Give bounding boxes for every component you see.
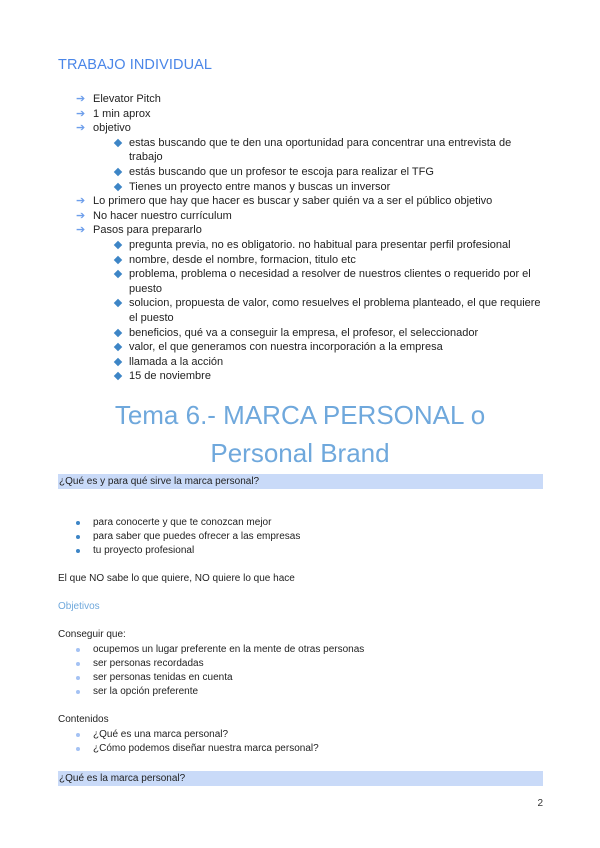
main-title [0,396,600,472]
arrow-right-icon: ➔ [76,209,86,222]
outline-item: ➔ Lo primero que hay que hacer es buscar y saber quién va a ser el público objetivo [76,195,493,208]
list-item: para conocerte y que te conozcan mejor [76,516,300,530]
section-band-1: ¿Qué es y para qué sirve la marca personal? [58,474,543,489]
bullet-dot-icon [76,676,80,680]
diamond-bullet-icon [114,270,122,278]
arrow-right-icon: ➔ [76,93,86,105]
contents-list [76,728,319,756]
list-item: ser la opción preferente [76,685,364,699]
sub-item: estás buscando que un profesor te escoja para realizar el TFG [93,165,546,180]
bullet-dot-icon [76,521,80,525]
bullet-dot-icon [76,733,80,737]
outline-item: ➔ 1 min aprox [76,107,151,120]
sub-item: nombre, desde el nombre, formacion, titulo etc [93,253,546,268]
achieve-label: Conseguir que: [58,629,126,640]
sub-item: valor, el que generamos con nuestra incorporación a la empresa [93,340,546,355]
bullet-dot-icon [76,662,80,666]
list-item: ser personas recordadas [76,657,364,671]
quote-text: El que NO sabe lo que quiere, NO quiere lo que hace [58,573,295,584]
sub-item: problema, problema o necesidad a resolver de nuestros clientes o requerido por el puesto [93,267,546,296]
bullet-dot-icon [76,690,80,694]
arrow-right-icon: ➔ [76,107,86,120]
outline-item: ➔ Pasos para prepararlo pregunta previa, no es obligatorio. no habitual para presentar perfil profesional nombre, desde el nombre, formacion, titulo etc problema, problema o necesidad a resolver de nuestros clientes o requerido por el puesto solucion, propuesta de valor, como resuelves el problema planteado, el que requiere el puesto beneficios, qué va a conseguir la empresa, el profesor, el seleccionador valor, el que generamos con nuestra incorporación a la empresa llamada a la acción 15 de noviembre [76,223,546,384]
list-item: ¿Qué es una marca personal? [76,728,319,742]
diamond-bullet-icon [114,372,122,380]
sub-item: estas buscando que te den una oportunidad para concentrar una entrevista de trabajo [93,136,546,165]
sub-item: Tienes un proyecto entre manos y buscas un inversor [93,180,546,195]
purposes-list [76,516,300,558]
list-item: ser personas tenidas en cuenta [76,671,364,685]
main-title-line2: Personal Brand [210,438,390,468]
arrow-right-icon: ➔ [76,195,86,208]
diamond-bullet-icon [114,343,122,351]
arrow-right-icon: ➔ [76,122,86,135]
diamond-bullet-icon [114,328,122,336]
list-item: ocupemos un lugar preferente en la mente de otras personas [76,643,364,657]
objectives-heading: Objetivos [58,601,100,612]
diamond-bullet-icon [114,139,122,147]
section-title: TRABAJO INDIVIDUAL [58,57,213,73]
bullet-dot-icon [76,535,80,539]
bullet-dot-icon [76,747,80,751]
sub-item: solucion, propuesta de valor, como resuelves el problema planteado, el que requiere el puesto [93,296,546,325]
bullet-dot-icon [76,648,80,652]
sub-list [93,136,546,194]
outline-item: ➔ objetivo estas buscando que te den una oportunidad para concentrar una entrevista de trabajo estás buscando que un profesor te escoja para realizar el TFG Tienes un proyecto entre manos y buscas un inversor [76,121,546,194]
sub-item: 15 de noviembre [93,369,546,384]
sub-item: llamada a la acción [93,355,546,370]
diamond-bullet-icon [114,241,122,249]
diamond-bullet-icon [114,357,122,365]
list-item: tu proyecto profesional [76,544,300,558]
list-item: para saber que puedes ofrecer a las empresas [76,530,300,544]
list-item: ¿Cómo podemos diseñar nuestra marca personal? [76,742,319,756]
diamond-bullet-icon [114,255,122,263]
sub-list [93,238,546,384]
outline-list [76,92,546,384]
sub-item: beneficios, qué va a conseguir la empresa, el profesor, el seleccionador [93,326,546,341]
main-title-line1: Tema 6.- MARCA PERSONAL o [114,400,486,430]
sub-item: pregunta previa, no es obligatorio. no habitual para presentar perfil profesional [93,238,546,253]
diamond-bullet-icon [114,168,122,176]
section-band-2: ¿Qué es la marca personal? [58,771,543,786]
arrow-right-icon: ➔ [76,224,86,237]
contents-label: Contenidos [58,714,109,725]
outline-item: ➔ Elevator Pitch [76,93,161,105]
page-number: 2 [537,798,543,809]
outline-item: ➔ No hacer nuestro currículum [76,209,232,222]
achieve-list [76,643,364,699]
bullet-dot-icon [76,549,80,553]
diamond-bullet-icon [114,182,122,190]
diamond-bullet-icon [114,299,122,307]
